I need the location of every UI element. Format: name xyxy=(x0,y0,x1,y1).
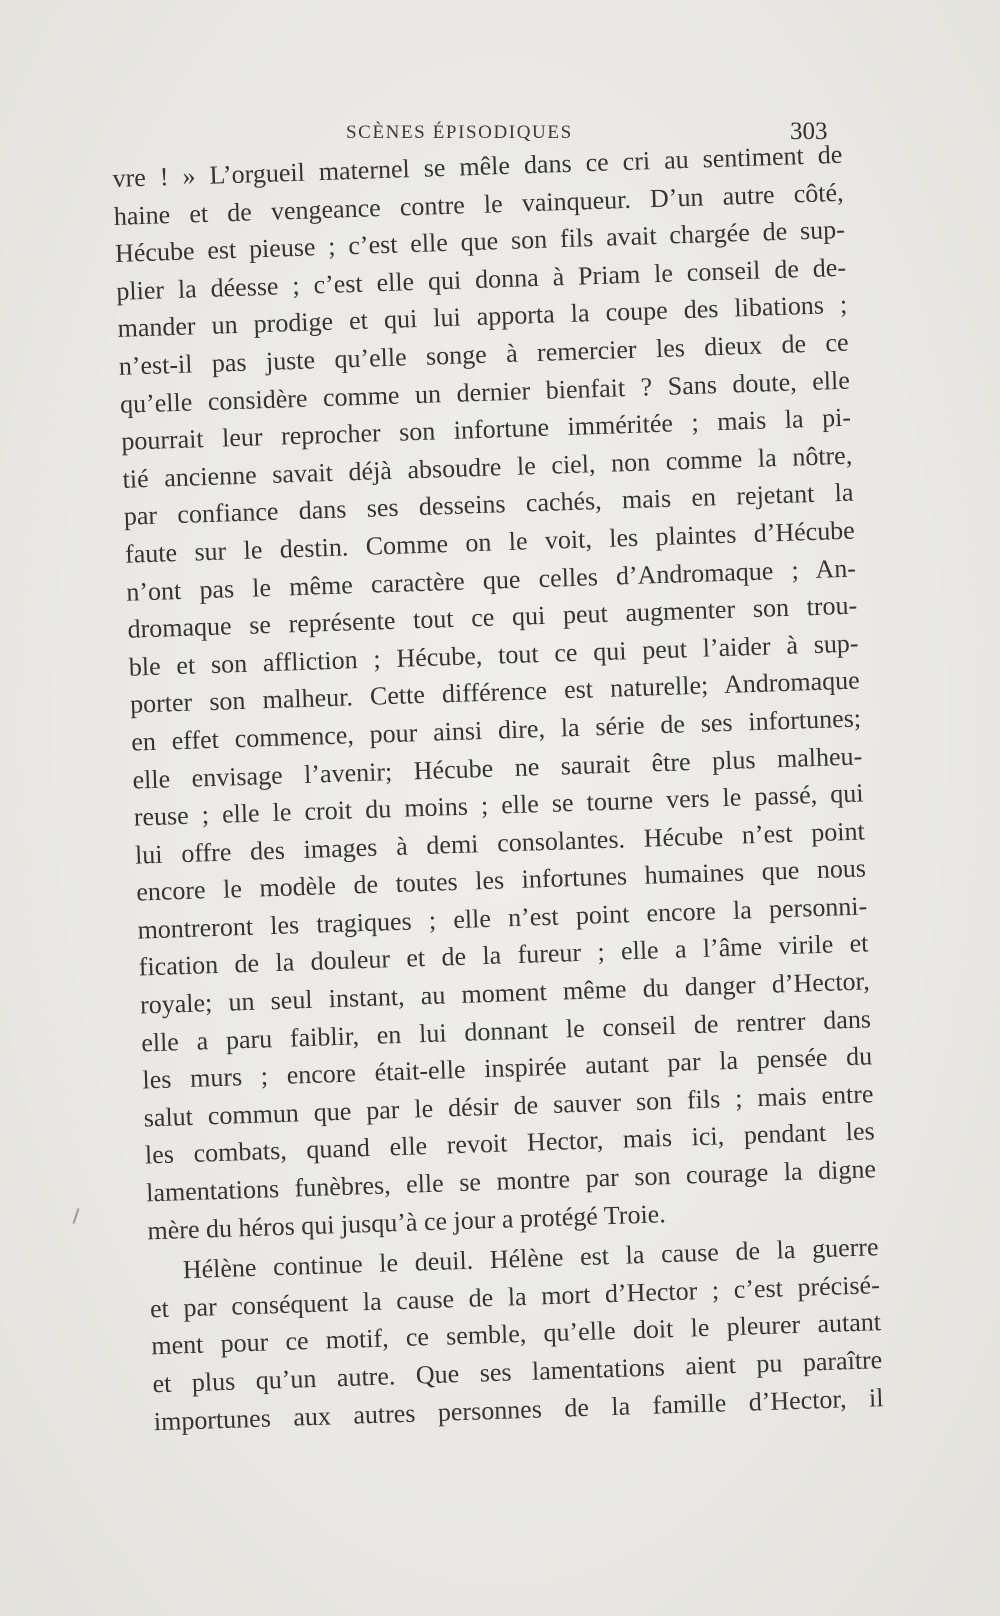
text-line: tié ancienne savait déjà absoudre le ciel, non comme la nôtre, xyxy=(122,440,853,494)
text-line: ble et son affliction ; Hécube, tout ce qui peut l’aider à sup- xyxy=(128,628,859,682)
text-line: Hélène continue le deuil. Hélène est la cause de la guerre xyxy=(182,1232,879,1285)
text-line: royale; un seul instant, au moment même du danger d’Hector, xyxy=(139,966,871,1020)
text-line: les murs ; encore était-elle inspirée autant par la pensée du xyxy=(142,1041,873,1095)
text-line: montreront les tragiques ; elle n’est point encore la personni- xyxy=(137,891,868,945)
text-line: faute sur le destin. Comme on le voit, les plaintes d’Hécube xyxy=(124,515,856,569)
text-line: fication de la douleur et de la fureur ; elle a l’âme virile et xyxy=(138,928,869,983)
running-title: SCÈNES ÉPISODIQUES xyxy=(346,122,573,143)
text-line: Hécube est pieuse ; c’est elle que son fils avait chargée de sup- xyxy=(114,214,846,269)
text-line: plier la déesse ; c’est elle qui donna à Priam le conseil de de- xyxy=(115,252,847,306)
text-line: les combats, quand elle revoit Hector, mais ici, pendant les xyxy=(144,1116,876,1170)
text-line: reuse ; elle le croit du moins ; elle se tourne vers le passé, qui xyxy=(133,778,864,832)
text-line: porter son malheur. Cette différence est naturelle; Andromaque xyxy=(129,665,861,720)
margin-pencil-mark xyxy=(73,1208,80,1224)
text-line: et par conséquent la cause de la mort d’Hector ; c’est précisé- xyxy=(149,1269,881,1324)
text-line: qu’elle considère comme un dernier bienfait ? Sans doute, elle xyxy=(119,365,851,419)
text-line: lui offre des images à demi consolantes. Hécube n’est point xyxy=(134,816,866,870)
text-line: salut commun que par le désir de sauver son fils ; mais entre xyxy=(143,1079,874,1133)
text-line: dromaque se représente tout ce qui peut augmenter son trou- xyxy=(127,590,858,644)
text-line: importunes aux autres personnes de la famille d’Hector, il xyxy=(153,1382,884,1436)
text-line: haine et de vengeance contre le vainqueur. D’un autre côté, xyxy=(113,177,844,231)
text-line: par confiance dans ses desseins cachés, mais en rejetant la xyxy=(123,477,854,532)
text-line: mander un prodige et qui lui apporta la coupe des libations ; xyxy=(117,290,848,344)
text-line: elle a paru faiblir, en lui donnant le conseil de rentrer dans xyxy=(140,1003,872,1058)
text-line: mère du héros qui jusqu’à ce jour a protégé Troie. xyxy=(147,1198,667,1246)
text-line: n’est-il pas juste qu’elle songe à remercier les dieux de ce xyxy=(118,327,849,381)
text-line: lamentations funèbres, elle se montre par son courage la digne xyxy=(145,1154,877,1208)
body-text xyxy=(112,136,884,1441)
text-line: vre ! » L’orgueil maternel se mêle dans ce cri au sentiment de xyxy=(112,139,843,193)
text-line: encore le modèle de toutes les infortunes humaines que nous xyxy=(135,853,867,907)
text-line: pourrait leur reprocher son infortune imméritée ; mais la pi- xyxy=(120,402,852,456)
paragraph-2 xyxy=(148,1228,884,1440)
running-head xyxy=(0,118,1000,148)
text-line: en effet commence, pour ainsi dire, la série de ses infortunes; xyxy=(130,703,862,757)
text-line: et plus qu’un autre. Que ses lamentations aient pu paraître xyxy=(152,1345,883,1399)
page-number: 303 xyxy=(790,118,828,145)
text-line: elle envisage l’avenir; Hécube ne saurait être plus malheu- xyxy=(132,740,863,795)
text-line: ment pour ce motif, ce semble, qu’elle doit le pleurer autant xyxy=(150,1307,882,1361)
paragraph-1 xyxy=(112,136,878,1250)
text-line: n’ont pas le même caractère que celles d’Andromaque ; An- xyxy=(125,553,857,607)
